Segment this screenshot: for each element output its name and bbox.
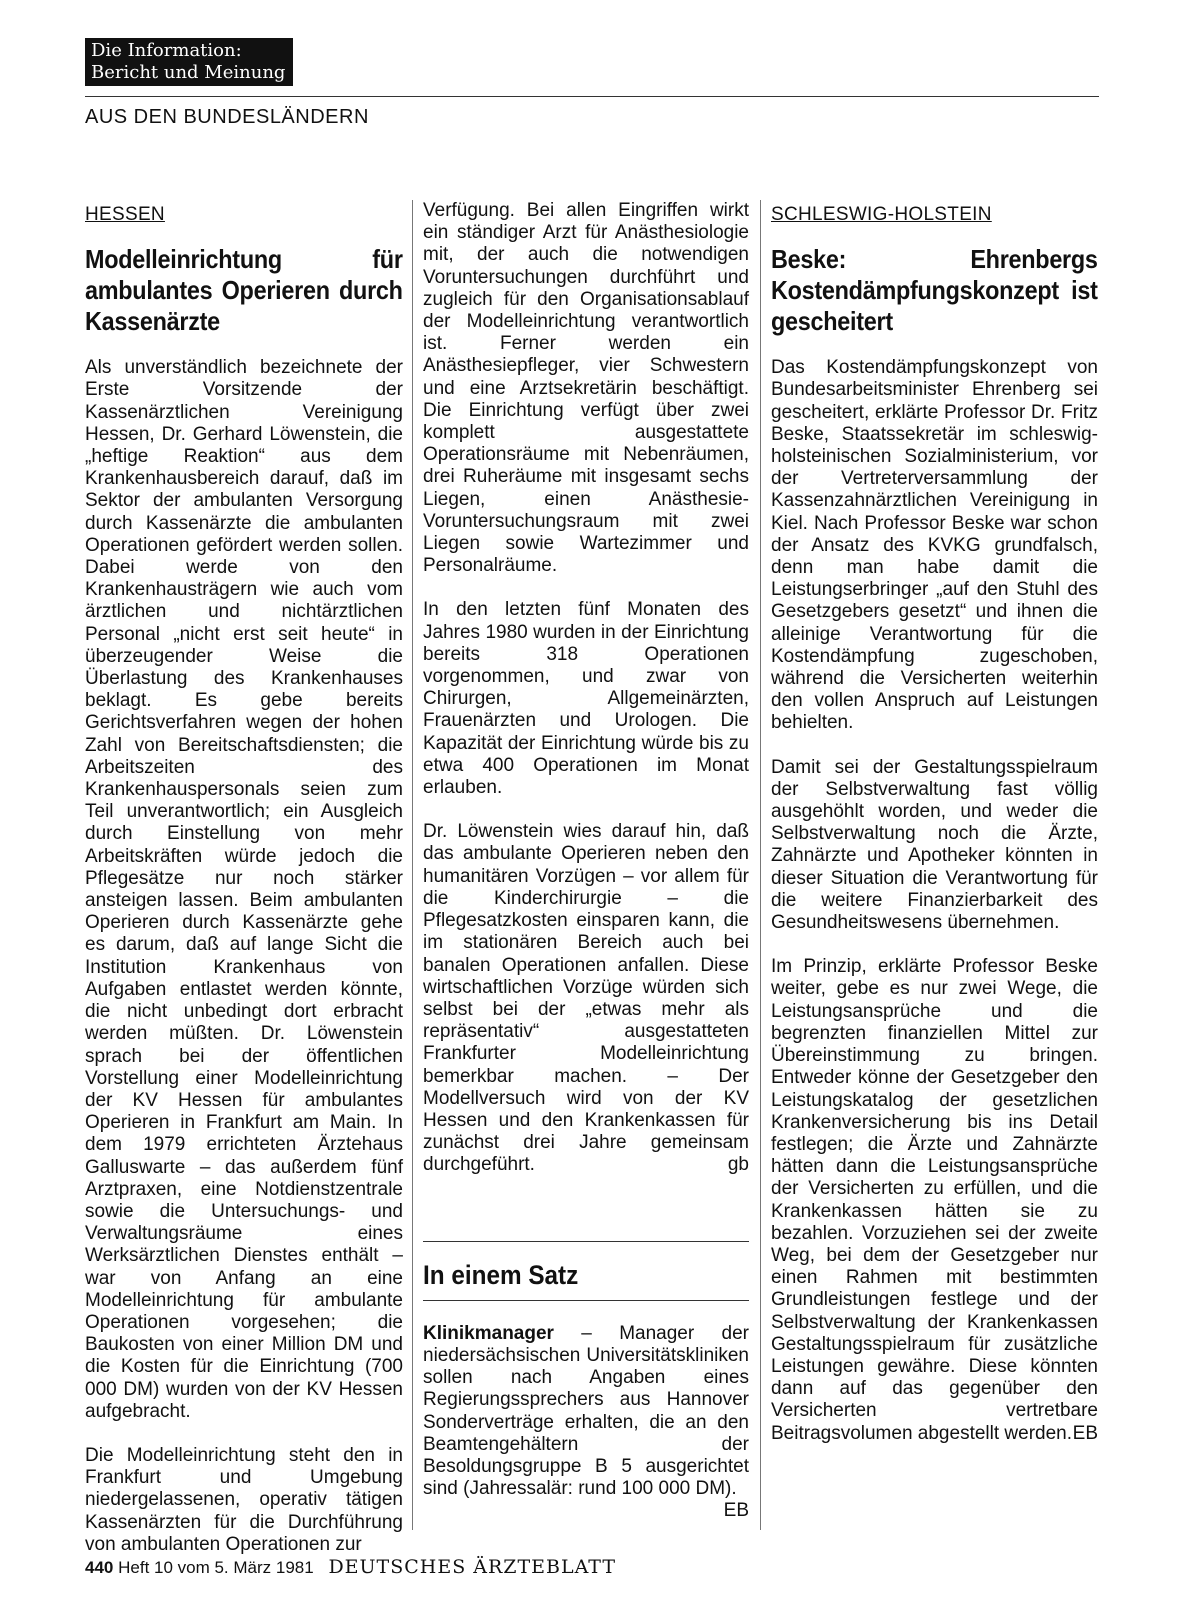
article2-paragraph-2: Damit sei der Gestaltungsspielraum der Selbstverwaltung fast völlig ausgehöhlt worden, und weder die Selbstverwaltung noch die Ärzte, Zahnärzte und Apotheker könnten in dieser Situation die Verantwortung für die weitere Finanzierbarkeit des Gesundheitswesens übernehmen. (771, 756, 1098, 934)
satz-title: In einem Satz (423, 1259, 579, 1290)
banner-line-1: Die Information: (91, 40, 242, 61)
magazine-name: DEUTSCHES ÄRZTEBLATT (328, 1556, 617, 1578)
satz-bottom-rule (423, 1300, 749, 1301)
banner-line-2: Bericht und Meinung (91, 62, 286, 83)
section-heading: AUS DEN BUNDESLÄNDERN (85, 106, 369, 128)
article1-paragraph-3: Verfügung. Bei allen Eingriffen wirkt ein ständiger Arzt für Anästhesiologie mit, der auch die notwendigen Voruntersuchungen durchführt und zugleich für den Organisationsablauf der Modelleinrichtung verantwortlich ist. Ferner werden ein Anästhesiepfleger, vier Schwestern und eine Arztsekretärin beschäftigt. Die Einrichtung verfügt über zwei komplett ausgestattete Operationsräume mit Nebenräumen, drei Ruheräume mit insgesamt sechs Liegen, einen Anästhesie-Voruntersuchungsraum mit zwei Liegen sowie Wartezimmer und Personalräume. (423, 200, 749, 577)
article1-paragraph-5 (423, 821, 749, 1176)
article1-paragraph-5-text: Dr. Löwenstein wies darauf hin, daß das ambulante Operieren neben den humanitären Vorzügen – vor allem für die Kinderchirurgie – die Pflegesatzkosten einsparen kann, die im stationären Bereich auch bei banalen Operationen anfallen. Diese wirtschaftlichen Vorzüge würden sich selbst bei der „etwas mehr als repräsentativ“ ausgestatteten Frankfurter Modelleinrichtung bemerkbar machen. – Der Modellversuch wird von der KV Hessen und den Krankenkassen für zunächst drei Jahre gemeinsam durchgeführt. (423, 821, 749, 1176)
column-3 (771, 200, 1098, 1467)
department-banner (85, 38, 293, 86)
article1-paragraph-4: In den letzten fünf Monaten des Jahres 1980 wurden in der Einrichtung bereits 318 Operationen vorgenommen, und zwar von Chirurgen, Allgemeinärzten, Frauenärzten und Urologen. Die Kapazität der Einrichtung würde bis zu etwa 400 Operationen im Monat erlauben. (423, 599, 749, 799)
satz-signature: EB (723, 1500, 749, 1522)
article2-paragraph-1: Das Kostendämpfungskonzept von Bundesarbeitsminister Ehrenberg sei gescheitert, erklärte Professor Dr. Fritz Beske, Staatssekretär im schleswig-holsteinischen Sozialministerium, vor der Vertreterversammlung der Kassenzahnärztlichen Vereinigung in Kiel. Nach Professor Beske war schon der Ansatz des KVKG grundfalsch, denn man habe damit die Leistungserbringer „auf den Stuhl des Gesetzgebers gesetzt“ und ihnen die alleinige Verantwortung für die Kostendämpfung zugeschoben, während die Versicherten weiterhin den vollen Anspruch auf Leistungen behielten. (771, 357, 1098, 734)
article2-paragraph-3 (771, 956, 1098, 1444)
article1-title: Modelleinrichtung für ambulantes Operieren durch Kassenärzte (85, 244, 403, 337)
page-number: 440 (85, 1558, 114, 1577)
article1-signature: gb (727, 1154, 749, 1176)
satz-top-rule (423, 1241, 749, 1242)
article1-kicker: HESSEN (85, 204, 165, 225)
article2-signature: EB (1072, 1422, 1098, 1444)
article2-title: Beske: Ehrenbergs Kostendämpfungskonzept ist gescheitert (771, 244, 1098, 337)
column-divider-2 (760, 200, 761, 1530)
satz-lead: Klinikmanager (423, 1322, 554, 1344)
satz-text: – Manager der niedersächsischen Universitätskliniken sollen nach Angaben eines Regierungssprechers aus Hannover Sonderverträge erhalten, die an den Beamtengehältern der Besoldungsgruppe B 5 ausgerichtet sind (Jahressalär: rund 100 000 DM). (423, 1322, 749, 1500)
column-divider-1 (412, 200, 413, 1530)
issue-info: Heft 10 vom 5. März 1981 (118, 1558, 314, 1577)
top-rule (85, 96, 1099, 97)
satz-paragraph (423, 1322, 749, 1522)
column-2 (423, 200, 749, 1523)
article1-paragraph-1: Als unverständlich bezeichnete der Erste Vorsitzende der Kassenärztlichen Vereinigung Hessen, Dr. Gerhard Löwenstein, die „heftige Reaktion“ aus dem Krankenhausbereich darauf, daß im Sektor der ambulanten Versorgung durch Kassenärzte die ambulanten Operationen gefördert werden sollen. Dabei werde von den Krankenhausträgern wie auch vom ärztlichen und nichtärztlichen Personal „nicht erst seit heute“ in überzeugender Weise die Überlastung des Krankenhauses beklagt. Es gebe bereits Gerichtsverfahren wegen der hohen Zahl von Bereitschaftsdiensten; die Arbeitszeiten des Krankenhauspersonals seien zum Teil unverantwortlich; ein Ausgleich durch Einstellung von mehr Arbeitskräften würde jedoch die Pflegesätze nur noch stärker ansteigen lassen. Beim ambulanten Operieren durch Kassenärzte gehe es darum, daß auf lange Sicht die Institution Krankenhaus von Aufgaben entlastet werden könnte, die nicht unbedingt dort erbracht werden müßten. Dr. Löwenstein sprach bei der öffentlichen Vorstellung einer Modelleinrichtung der KV Hessen für ambulantes Operieren in Frankfurt am Main. In dem 1979 errichteten Ärztehaus Galluswarte – das außerdem fünf Arztpraxen, eine Notdienstzentrale sowie die Untersuchungs- und Verwaltungsräume eines Werksärztlichen Dienstes enthält – war von Anfang an eine Modelleinrichtung für ambulante Operationen vorgesehen; die Baukosten von einer Million DM und die Kosten für die Einrichtung (700 000 DM) wurden von der KV Hessen aufgebracht. (85, 357, 403, 1422)
column-1 (85, 200, 403, 1578)
article2-kicker: SCHLESWIG-HOLSTEIN (771, 204, 992, 225)
page-footer (85, 1556, 616, 1578)
article1-paragraph-2: Die Modelleinrichtung steht den in Frankfurt und Umgebung niedergelassenen, operativ tätigen Kassenärzten für die Durchführung von ambulanten Operationen zur (85, 1444, 403, 1555)
article2-paragraph-3-text: Im Prinzip, erklärte Professor Beske weiter, gebe es nur zwei Wege, die Leistungsansprüche und die begrenzten finanziellen Mittel zur Übereinstimmung zu bringen. Entweder könne der Gesetzgeber den Leistungskatalog der gesetzlichen Krankenversicherung bis ins Detail festlegen; die Ärzte und Zahnärzte hätten dann die Leistungsansprüche der Versicherten zu erfüllen, und die Krankenkassen hätten sie zu bezahlen. Vorzuziehen sei der zweite Weg, bei dem der Gesetzgeber nur einen Rahmen mit bestimmten Grundleistungen festlege und der Selbstverwaltung der Krankenkassen Gestaltungsspielraum für zusätzliche Leistungen gewähre. Diese könnten dann auf das gegenüber den Versicherten vertretbare Beitragsvolumen abgestellt werden. (771, 956, 1098, 1444)
